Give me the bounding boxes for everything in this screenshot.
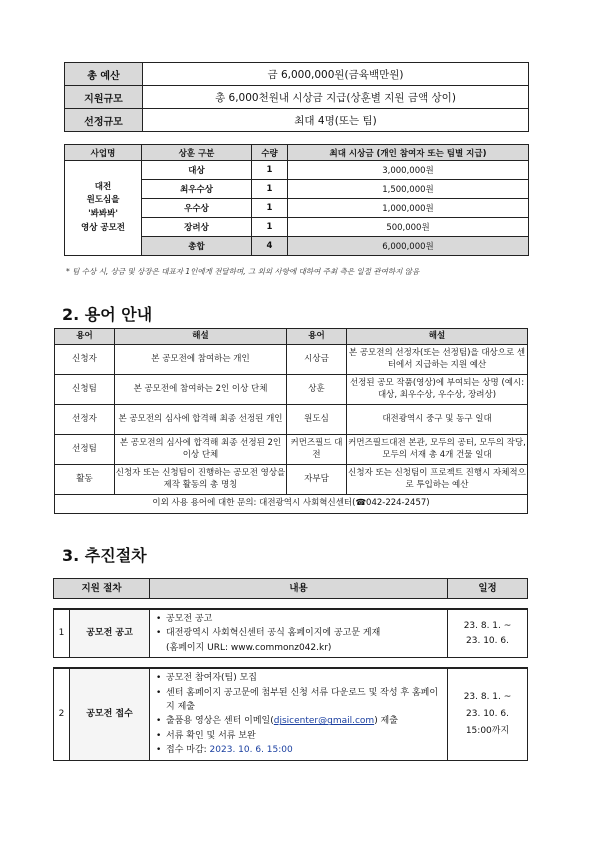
definition-cell: 대전광역시 중구 및 동구 일대 xyxy=(347,405,528,435)
definition-cell: 본 공모전의 심사에 합격해 최종 선정된 개인 xyxy=(115,405,287,435)
label-cell: 선정규모 xyxy=(65,109,143,132)
amount-cell: 1,000,000원 xyxy=(288,199,529,218)
qty-cell: 1 xyxy=(252,180,288,199)
qty-cell: 1 xyxy=(252,218,288,237)
value-cell: 금 6,000,000원(금육백만원) xyxy=(143,63,529,86)
qty-cell: 1 xyxy=(252,161,288,180)
step-name: 공모전 공고 xyxy=(70,609,150,658)
header-cell: 지원 절차 xyxy=(54,579,150,599)
table-row xyxy=(55,465,528,495)
header-cell: 수량 xyxy=(252,145,288,161)
header-cell: 용어 xyxy=(55,329,115,345)
header-cell: 용어 xyxy=(287,329,347,345)
qty-cell: 1 xyxy=(252,199,288,218)
header-cell: 일정 xyxy=(448,579,528,599)
contact-note: 이외 사용 용어에 대한 문의: 대전광역시 사회혁신센터(☎042-224-2457) xyxy=(55,495,528,514)
term-cell: 신청팀 xyxy=(55,375,115,405)
award-cell: 우수상 xyxy=(142,199,252,218)
table-row xyxy=(55,345,528,375)
definition-cell: 선정된 공모 작품(영상)에 부여되는 상명 (예시:대상, 최우수상, 우수상, 장려상) xyxy=(347,375,528,405)
schedule-line: 23. 8. 1. ~ xyxy=(463,621,512,632)
table-header-row xyxy=(65,145,529,161)
award-cell: 장려상 xyxy=(142,218,252,237)
prize-table xyxy=(64,144,529,256)
step-number: 2 xyxy=(54,668,70,760)
footnote: * 팀 수상 시, 상금 및 상장은 대표자 1인에게 전달하며, 그 외의 사항에 대하여 주최 측은 일절 관여하지 않음 xyxy=(66,267,420,276)
budget-summary-table xyxy=(64,62,529,132)
amount-cell: 1,500,000원 xyxy=(288,180,529,199)
table-row xyxy=(65,63,529,86)
email-prefix: 출품용 영상은 센터 이메일( xyxy=(166,716,274,727)
term-cell: 커먼즈필드 대전 xyxy=(287,435,347,465)
spacer-row xyxy=(54,658,528,669)
definition-cell: 본 공모전에 참여하는 개인 xyxy=(115,345,287,375)
definition-cell: 본 공모전의 심사에 합격해 최종 선정된 2인 이상 단체 xyxy=(115,435,287,465)
procedure-table xyxy=(53,578,528,761)
step-content xyxy=(150,668,448,760)
header-cell: 최대 시상금 (개인 참여자 또는 팀별 지급) xyxy=(288,145,529,161)
label-cell: 지원규모 xyxy=(65,86,143,109)
step-schedule xyxy=(448,609,528,658)
term-cell: 선정팀 xyxy=(55,435,115,465)
table-row xyxy=(65,86,529,109)
table-row xyxy=(55,405,528,435)
header-cell: 상훈 구분 xyxy=(142,145,252,161)
list-item xyxy=(156,743,441,757)
table-footer-row xyxy=(55,495,528,514)
definition-cell: 본 공모전에 참여하는 2인 이상 단체 xyxy=(115,375,287,405)
term-cell: 신청자 xyxy=(55,345,115,375)
deadline-label: 접수 마감: xyxy=(166,745,210,756)
glossary-table xyxy=(54,328,528,514)
list-item: • 센터 홈페이지 공고문에 첨부된 신청 서류 다운로드 및 작성 후 홈페이지 제출 xyxy=(156,686,441,715)
email-suffix: ) 제출 xyxy=(374,716,398,727)
definition-cell: 커먼즈필드대전 본관, 모두의 공터, 모두의 작당, 모두의 서재 총 4개 건물 일대 xyxy=(347,435,528,465)
step-name: 공모전 접수 xyxy=(70,668,150,760)
header-cell: 사업명 xyxy=(65,145,142,161)
spacer-cell xyxy=(54,658,528,669)
spacer-cell xyxy=(54,599,528,610)
term-cell: 선정자 xyxy=(55,405,115,435)
total-amount: 6,000,000원 xyxy=(288,237,529,256)
schedule-line: 23. 10. 6. xyxy=(466,635,509,646)
definition-cell: 신청자 또는 신청팀이 프로젝트 진행시 자체적으로 투입하는 예산 xyxy=(347,465,528,495)
term-cell: 원도심 xyxy=(287,405,347,435)
amount-cell: 500,000원 xyxy=(288,218,529,237)
header-cell: 해설 xyxy=(347,329,528,345)
definition-cell: 본 공모전의 선정자(또는 선정팀)을 대상으로 센터에서 지급하는 지원 예산 xyxy=(347,345,528,375)
step-item-list xyxy=(156,671,441,757)
spacer-row xyxy=(54,599,528,610)
table-row xyxy=(55,435,528,465)
step-content xyxy=(150,609,448,658)
project-name-cell xyxy=(65,161,142,256)
email-link[interactable]: djsicenter@gmail.com xyxy=(273,716,375,727)
term-cell: 상훈 xyxy=(287,375,347,405)
schedule-line: 15:00까지 xyxy=(465,725,510,736)
list-item: • 공모전 참여자(팀) 모집 xyxy=(156,671,441,685)
definition-cell: 신청자 또는 신청팀이 진행하는 공모전 영상을 제작 활동의 총 명칭 xyxy=(115,465,287,495)
table-row xyxy=(65,161,529,180)
table-header-row xyxy=(54,579,528,599)
amount-cell: 3,000,000원 xyxy=(288,161,529,180)
table-row xyxy=(55,375,528,405)
step-number: 1 xyxy=(54,609,70,658)
step-item-list xyxy=(156,612,441,641)
value-cell: 총 6,000천원내 시상금 지급(상훈별 지원 금액 상이) xyxy=(143,86,529,109)
list-item: • 공모전 공고 xyxy=(156,612,441,626)
project-name-line: 영상 공모전 xyxy=(80,222,125,233)
table-row xyxy=(65,109,529,132)
award-cell: 최우수상 xyxy=(142,180,252,199)
total-qty: 4 xyxy=(252,237,288,256)
schedule-line: 23. 8. 1. ~ xyxy=(463,691,512,702)
project-name-line: 원도심을 xyxy=(86,195,120,206)
procedure-step-row xyxy=(54,668,528,760)
homepage-url-text: (홈페이지 URL: www.commonz042.kr) xyxy=(166,642,332,653)
total-label: 총합 xyxy=(142,237,252,256)
header-cell: 내용 xyxy=(150,579,448,599)
value-cell: 최대 4명(또는 팀) xyxy=(143,109,529,132)
deadline-value: 2023. 10. 6. 15:00 xyxy=(209,745,293,756)
term-cell: 시상금 xyxy=(287,345,347,375)
schedule-line: 23. 10. 6. xyxy=(466,708,509,719)
table-header-row xyxy=(55,329,528,345)
section-title: 2. 용어 안내 xyxy=(62,305,153,324)
label-cell: 총 예산 xyxy=(65,63,143,86)
term-cell: 자부담 xyxy=(287,465,347,495)
list-item: • 서류 확인 및 서류 보완 xyxy=(156,729,441,743)
section-title: 3. 추진절차 xyxy=(62,546,147,565)
list-item xyxy=(156,714,441,728)
procedure-step-row xyxy=(54,609,528,658)
step-schedule xyxy=(448,668,528,760)
award-cell: 대상 xyxy=(142,161,252,180)
list-item: • 대전광역시 사회혁신센터 공식 홈페이지에 공고문 게재 xyxy=(156,626,441,640)
project-name-line: '봐봐봐' xyxy=(88,209,118,219)
term-cell: 활동 xyxy=(55,465,115,495)
project-name-line: 대전 xyxy=(94,181,112,192)
header-cell: 해설 xyxy=(115,329,287,345)
